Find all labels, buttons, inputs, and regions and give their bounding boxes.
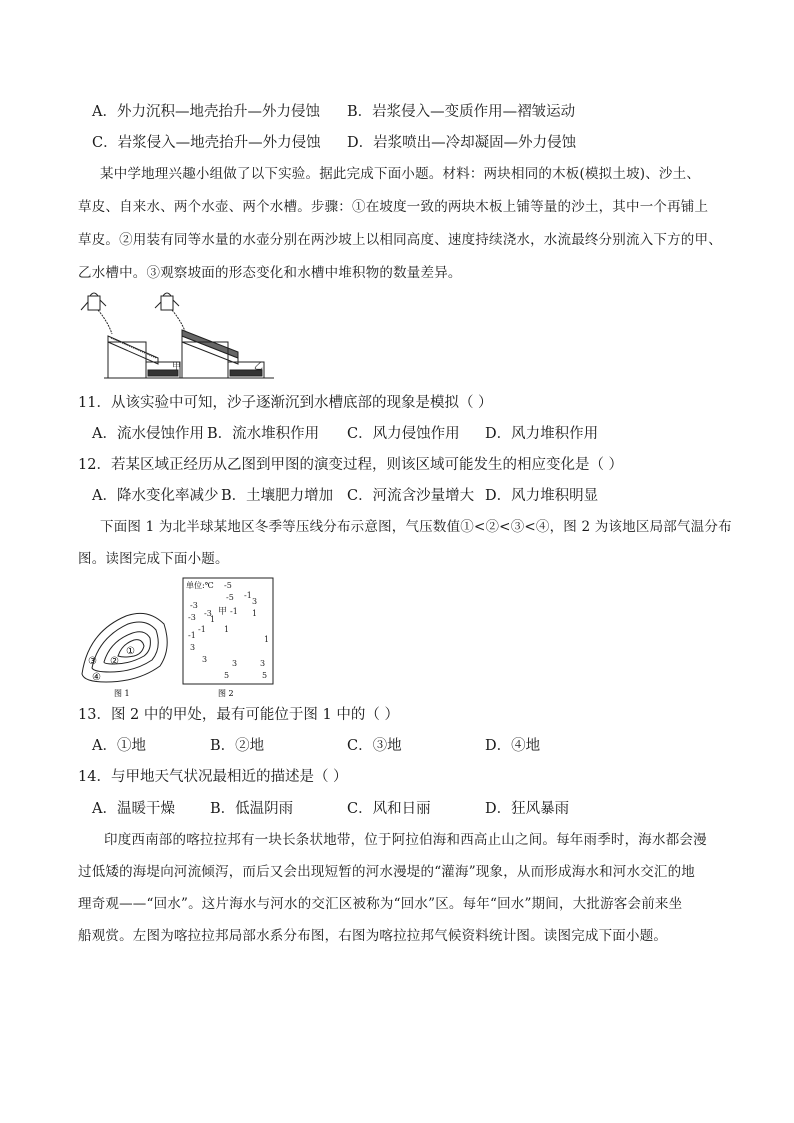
kettle-right-icon [161,296,173,310]
q11-option-a: A．流水侵蚀作用 [92,426,204,442]
q12-stem: 12．若某区域正经历从乙图到甲图的演变过程，则该区域可能发生的相应变化是（ ） [78,457,624,473]
temp-value: 3 [232,659,238,668]
temp-value: 3 [202,655,208,664]
temp-value: -3 [204,609,212,618]
jia-marker: 甲 [218,607,228,617]
temp-value: -3 [188,613,196,622]
q14-option-b: B．低温阴雨 [210,801,294,817]
temp-value: 1 [264,635,270,644]
isobar-label-2: ② [110,656,119,667]
temp-value: 1 [210,615,216,624]
label-jia: 甲 [172,362,182,372]
q13-option-a: A．①地 [92,738,146,754]
isobar-label-3: ③ [88,656,97,667]
kettle-left-icon [88,296,100,310]
temp-value: -1 [244,591,252,600]
unit-label: 单位:℃ [186,581,214,590]
temp-value: -1 [198,625,206,634]
intro2-line1: 下面图 1 为北半球某地区冬季等压线分布示意图，气压数值①<②<③<④，图 2 为该地区局部气温分布 [100,519,732,535]
isobar-figure [78,578,178,700]
board-left [108,336,158,364]
intro3-line3: 理奇观——“回水”。这片海水与河水的交汇区被称为“回水”区。每年“回水”期间，大批游客会前来坐 [78,896,683,912]
intro1-line4: 乙水槽中。③观察坡面的形态变化和水槽中堆积物的数量差异。 [78,265,462,281]
intro3-line1: 印度西南部的喀拉拉邦有一块长条状地带，位于阿拉伯海和西高止山之间。每年雨季时，海水都会漫 [104,832,707,848]
q10-option-b: B．岩浆侵入—变质作用—褶皱运动 [347,104,576,120]
temp-value: 3 [252,597,258,606]
q11-option-b: B．流水堆积作用 [207,426,320,442]
isobar-label-4: ④ [92,672,101,683]
q10-option-c: C．岩浆侵入—地壳抬升—外力侵蚀 [92,135,321,151]
intro1-line1: 某中学地理兴趣小组做了以下实验。据此完成下面小题。材料：两块相同的木板(模拟土坡)、沙土、 [100,166,701,182]
q12-option-d: D．风力堆积明显 [485,488,599,504]
intro3-line4: 船观赏。左图为喀拉拉邦局部水系分布图，右图为喀拉拉邦气候资料统计图。读图完成下面小题。 [78,928,668,944]
temp-value: -1 [188,631,196,640]
intro2-line2: 图。读图完成下面小题。 [78,551,229,567]
q12-option-b: B．土壤肥力增加 [221,488,334,504]
temp-value: 1 [224,625,230,634]
intro3-line2: 过低矮的海堤向河流倾泻，而后又会出现短暂的河水漫堤的“灌海”现象，从而形成海水和河水交汇的地 [78,864,696,880]
fig2-caption: 图 2 [218,689,234,698]
temp-value: 3 [260,659,266,668]
temp-value: 5 [262,671,268,680]
temperature-figure [182,576,276,700]
q14-stem: 14．与甲地天气状况最相近的描述是（ ） [78,769,348,785]
intro1-line2: 草皮、自来水、两个水壶、两个水槽。步骤：①在坡度一致的两块木板上铺等量的沙土，其中一个再铺上 [78,199,709,215]
q11-stem: 11．从该实验中可知，沙子逐渐沉到水槽底部的现象是模拟（ ） [78,395,493,411]
q10-option-a: A．外力沉积—地壳抬升—外力侵蚀 [92,104,320,120]
temp-value: 3 [190,643,196,652]
grass-layer [182,330,238,358]
temp-value: -5 [226,593,234,602]
q12-option-c: C．河流含沙量增大 [347,488,475,504]
q13-option-c: C．③地 [347,738,402,754]
temp-value: 1 [252,609,258,618]
temp-value: -5 [224,581,232,590]
q11-option-d: D．风力堆积作用 [485,426,599,442]
q13-option-b: B．②地 [210,738,265,754]
q14-option-a: A．温暖干燥 [92,801,175,817]
temp-value: -3 [190,601,198,610]
intro1-line3: 草皮。②用装有同等水量的水壶分别在两沙坡上以相同高度、速度持续浇水，水流最终分别流入下方的甲、 [78,232,722,248]
q14-option-d: D．狂风暴雨 [485,801,570,817]
q14-option-c: C．风和日丽 [347,801,431,817]
q10-option-d: D．岩浆喷出—冷却凝固—外力侵蚀 [347,135,577,151]
q13-stem: 13．图 2 中的甲处，最有可能位于图 1 中的（ ） [78,707,399,723]
temp-value: -1 [230,607,238,616]
temp-value: 5 [224,671,230,680]
q13-option-d: D．④地 [485,738,541,754]
q12-option-a: A．降水变化率减少 [92,488,219,504]
label-yi: 乙 [254,362,264,372]
experiment-figure [78,290,278,382]
support-left [108,342,146,378]
q11-option-c: C．风力侵蚀作用 [347,426,460,442]
fig1-caption: 图 1 [114,689,130,698]
isobar-label-1: ① [126,646,135,657]
